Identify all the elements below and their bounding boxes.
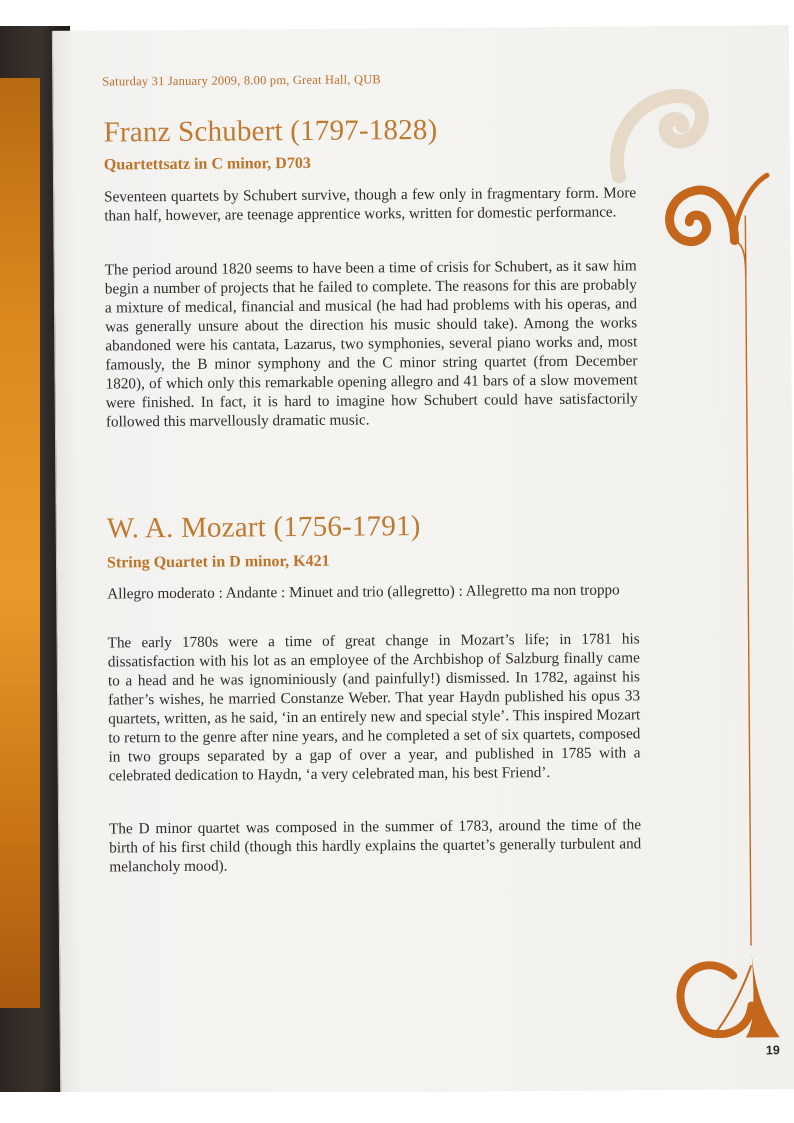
top-margin [0,0,794,26]
mozart-paragraph-2: The D minor quartet was composed in the summer of 1783, around the time of the birth of his first child (though this hardly explains the quartet’s generally turbulent and melancholy mood). [109,816,642,876]
page-number: 19 [765,1043,780,1058]
vertical-vine-ornament-icon [639,145,786,1056]
schubert-work-title: Quartettsatz in C minor, D703 [103,154,311,174]
schubert-heading: Franz Schubert (1797-1828) [103,113,438,149]
mozart-heading: W. A. Mozart (1756-1791) [106,510,421,545]
mozart-movements: Allegro moderato : Andante : Minuet and trio (allegretto) : Allegretto ma non troppo [107,581,620,603]
schubert-paragraph-1: Seventeen quartets by Schubert survive, though a few only in fragmentary form. More than half, however, are teenage apprentice works, written for domestic performance. [104,184,637,225]
mozart-work-title: String Quartet in D minor, K421 [106,552,330,572]
schubert-paragraph-2: The period around 1820 seems to have been a time of crisis for Schubert, as it saw him begin a number of projects that he failed to complete. The reasons for this are probably a mixture of medical, financial and musical (he had had problems with his operas, and was generally unsure about the direction his music should take). Among the works abandoned were his cantata, Lazarus, two symphonies, several piano works and, most famously, the B minor symphony and the C minor string quartet (from December 1820), of which only this remarkable opening allegro and 41 bars of a slow movement were finished. In fact, it is hard to imagine how Schubert could have satisfactorily followed this marvellously dramatic music. [104,257,638,431]
mozart-paragraph-1: The early 1780s were a time of great change in Mozart’s life; in 1781 his dissatisfaction with his lot as an employee of the Archbishop of Salzburg finally came to a head and he was ignominiously (and painfully!) dismissed. In 1782, against his father’s wishes, he married Constanze Weber. That year Haydn published his opus 33 quartets, written, as he said, ‘in an entirely new and special style’. This inspired Mozart to return to the genre after nine years, and he completed a set of six quartets, composed in two groups separated by a gap of over a year, and published in 1785 with a celebrated dedication to Haydn, ‘a very celebrated man, his best Friend’. [107,630,641,785]
event-header: Saturday 31 January 2009, 8.00 pm, Great Hall, QUB [102,72,381,89]
booklet-page [52,25,794,1095]
left-page-edge [0,78,40,1008]
bottom-margin [0,1092,794,1123]
